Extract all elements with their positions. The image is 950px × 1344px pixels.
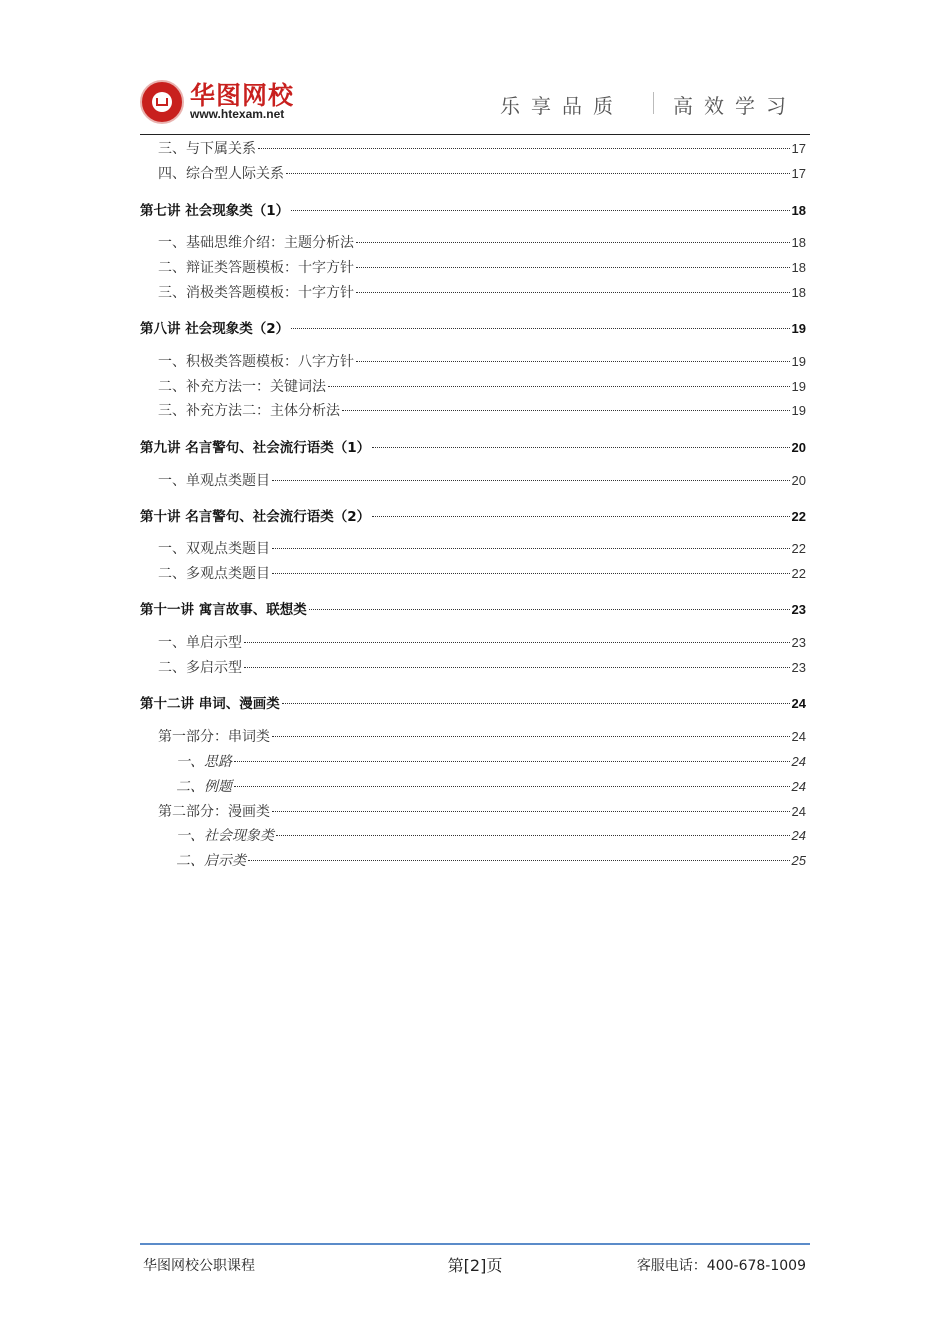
toc-leader	[356, 242, 790, 243]
toc-chapter[interactable]	[140, 505, 806, 525]
toc-entry-label: 三、消极类答题模板：十字方针	[158, 285, 354, 301]
toc-leader	[234, 786, 790, 787]
toc-subentry-page: 24	[791, 779, 806, 794]
toc-entry-page: 18	[791, 260, 806, 275]
toc-subentry-label: 一、思路	[176, 754, 232, 770]
toc-subentry[interactable]	[140, 776, 806, 796]
toc-entry-page: 22	[791, 566, 806, 581]
toc-leader	[291, 328, 789, 329]
toc-leader	[356, 267, 790, 268]
toc-chapter[interactable]	[140, 692, 806, 712]
toc-entry[interactable]	[140, 632, 806, 652]
logo-brand-name: 华图网校	[190, 81, 295, 110]
footer-rule	[140, 1243, 810, 1245]
toc-entry[interactable]	[140, 563, 806, 583]
toc-leader	[286, 173, 790, 174]
toc-entry-label: 二、辩证类答题模板：十字方针	[158, 260, 354, 276]
toc-entry-label: 一、双观点类题目	[158, 541, 270, 557]
toc-entry[interactable]	[140, 163, 806, 183]
toc-entry[interactable]	[140, 138, 806, 158]
toc-leader	[248, 860, 790, 861]
toc-entry-page: 23	[791, 660, 806, 675]
logo-emblem-icon	[140, 80, 184, 124]
toc-entry-page: 18	[791, 235, 806, 250]
toc-entry-page: 19	[791, 354, 806, 369]
toc-chapter-label: 第九讲 名言警句、社会流行语类（1）	[140, 440, 371, 456]
toc-entry-page: 17	[791, 166, 806, 181]
toc-leader	[282, 703, 790, 704]
toc-entry[interactable]	[140, 257, 806, 277]
toc-subentry[interactable]	[140, 850, 806, 870]
toc-entry[interactable]	[140, 282, 806, 302]
toc-entry-page: 20	[791, 473, 806, 488]
toc-subentry-page: 24	[791, 754, 806, 769]
toc-entry-label: 一、单启示型	[158, 635, 242, 651]
slogan-left: 乐享品质	[500, 94, 624, 118]
toc-entry-label: 二、补充方法一：关键词法	[158, 379, 326, 395]
toc-leader	[272, 811, 790, 812]
toc-section-label: 第一部分：串词类	[158, 729, 270, 745]
footer-course-name: 华图网校公职课程	[143, 1258, 255, 1274]
toc-leader	[234, 761, 790, 762]
toc-entry-page: 18	[791, 285, 806, 300]
toc-leader	[372, 516, 789, 517]
toc-subentry-page: 24	[791, 828, 806, 843]
toc-leader	[272, 573, 790, 574]
toc-section[interactable]	[140, 801, 806, 821]
logo-url: www.htexam.net	[190, 107, 285, 121]
toc-subentry-label: 二、例题	[176, 779, 232, 795]
toc-section[interactable]	[140, 726, 806, 746]
toc-leader	[291, 210, 789, 211]
header-rule	[140, 134, 810, 135]
toc-leader	[309, 609, 790, 610]
toc-entry-label: 一、积极类答题模板：八字方针	[158, 354, 354, 370]
toc-section-page: 24	[791, 729, 806, 744]
toc-entry-label: 三、与下属关系	[158, 141, 256, 157]
page-header	[140, 76, 810, 134]
toc-chapter[interactable]	[140, 598, 806, 618]
toc-leader	[272, 480, 790, 481]
toc-leader	[356, 292, 790, 293]
toc-chapter[interactable]	[140, 436, 806, 456]
toc-chapter-label: 第十一讲 寓言故事、联想类	[140, 602, 307, 618]
toc-subentry-label: 一、社会现象类	[176, 828, 274, 844]
toc-entry-label: 二、多观点类题目	[158, 566, 270, 582]
toc-leader	[244, 667, 790, 668]
toc-section-label: 第二部分：漫画类	[158, 804, 270, 820]
toc-entry-label: 一、单观点类题目	[158, 473, 270, 489]
toc-chapter-label: 第七讲 社会现象类（1）	[140, 203, 290, 219]
toc-entry-label: 二、多启示型	[158, 660, 242, 676]
toc-chapter-label: 第十二讲 串词、漫画类	[140, 696, 280, 712]
toc-entry[interactable]	[140, 470, 806, 490]
toc-chapter-page: 19	[791, 321, 806, 336]
toc-entry-page: 22	[791, 541, 806, 556]
toc-entry-label: 四、综合型人际关系	[158, 166, 284, 182]
toc-subentry-label: 二、启示类	[176, 853, 246, 869]
slogan-right: 高效学习	[673, 94, 797, 118]
toc-leader	[244, 642, 790, 643]
toc-subentry-page: 25	[791, 853, 806, 868]
toc-subentry[interactable]	[140, 825, 806, 845]
toc-section-page: 24	[791, 804, 806, 819]
toc-chapter-page: 18	[791, 203, 806, 218]
toc-entry[interactable]	[140, 232, 806, 252]
toc-entry[interactable]	[140, 376, 806, 396]
toc-entry[interactable]	[140, 538, 806, 558]
toc-entry[interactable]	[140, 657, 806, 677]
toc-leader	[342, 410, 790, 411]
toc-leader	[328, 386, 790, 387]
toc-chapter[interactable]	[140, 317, 806, 337]
toc-leader	[272, 548, 790, 549]
page-number: 第[2]页	[447, 1256, 503, 1275]
toc-subentry[interactable]	[140, 751, 806, 771]
toc-leader	[356, 361, 790, 362]
toc-leader	[372, 447, 789, 448]
toc-entry-label: 三、补充方法二：主体分析法	[158, 403, 340, 419]
toc-chapter-label: 第十讲 名言警句、社会流行语类（2）	[140, 509, 371, 525]
toc-entry-page: 19	[791, 379, 806, 394]
toc-leader	[276, 835, 790, 836]
toc-leader	[272, 736, 790, 737]
slogan-divider	[653, 92, 654, 114]
footer-hotline: 客服电话：400-678-1009	[636, 1258, 806, 1274]
toc-chapter-page: 20	[791, 440, 806, 455]
toc-entry-page: 17	[791, 141, 806, 156]
toc-leader	[258, 148, 790, 149]
toc-chapter[interactable]	[140, 199, 806, 219]
toc-entry[interactable]	[140, 400, 806, 420]
toc-entry-page: 19	[791, 403, 806, 418]
toc-entry-page: 23	[791, 635, 806, 650]
toc-entry-label: 一、基础思维介绍：主题分析法	[158, 235, 354, 251]
toc-chapter-page: 24	[791, 696, 806, 711]
toc-chapter-label: 第八讲 社会现象类（2）	[140, 321, 290, 337]
toc-chapter-page: 22	[791, 509, 806, 524]
toc-chapter-page: 23	[791, 602, 806, 617]
toc-entry[interactable]	[140, 351, 806, 371]
